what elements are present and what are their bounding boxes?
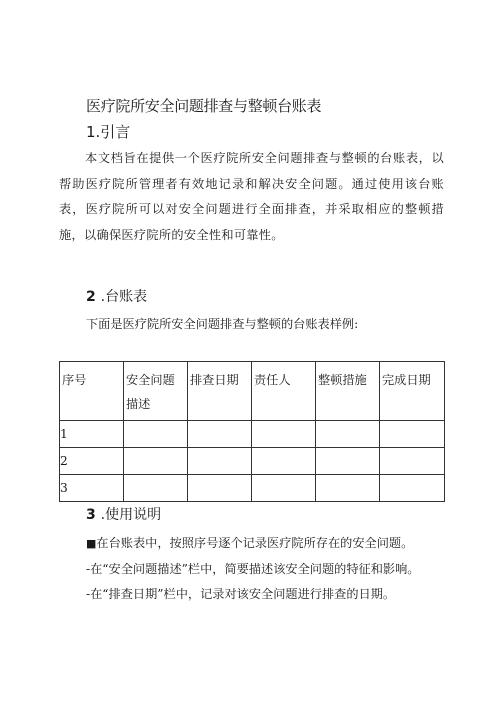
column-header: 责任人 xyxy=(252,362,316,421)
table-cell xyxy=(316,448,380,475)
usage-line: -在“安全问题描述”栏中，简要描述该安全问题的特征和影响。 xyxy=(86,561,420,576)
table-cell xyxy=(252,475,316,502)
section-1-paragraph: 本文档旨在提供一个医疗院所安全问题排查与整顿的台账表，以帮助医疗院所管理者有效地记录和解决安全问题。通过使用该台账表，医疗院所可以对安全问题进行全面排查，并采取相应的整顿措施，以确保医疗院所的安全性和可靠性。 xyxy=(59,151,444,242)
table-cell xyxy=(316,421,380,448)
table-cell xyxy=(188,448,252,475)
table-cell xyxy=(380,475,445,502)
section-2-number: 2 xyxy=(86,289,96,305)
document-title: 医疗院所安全问题排查与整顿台账表 xyxy=(86,97,322,115)
table-cell xyxy=(124,448,188,475)
table-cell: 2 xyxy=(60,448,124,475)
usage-instructions xyxy=(86,531,419,608)
table-header-row xyxy=(60,362,445,421)
table-cell xyxy=(380,448,445,475)
table-row xyxy=(60,475,445,502)
table-cell: 3 xyxy=(60,475,124,502)
section-3-heading xyxy=(86,504,161,524)
section-3-title: .使用说明 xyxy=(100,507,162,523)
section-3-number: 3 xyxy=(86,507,96,523)
column-header: 完成日期 xyxy=(380,362,445,421)
usage-line: -在“排查日期”栏中，记录对该安全问题进行排查的日期。 xyxy=(86,587,396,601)
usage-line xyxy=(86,531,419,557)
section-2-title: .台账表 xyxy=(100,289,148,305)
table-cell xyxy=(380,421,445,448)
table-cell xyxy=(188,421,252,448)
section-2-heading xyxy=(86,286,147,306)
column-header: 安全问题描述 xyxy=(124,362,188,421)
column-header: 整顿措施 xyxy=(316,362,380,421)
table-row xyxy=(60,448,445,475)
table-row xyxy=(60,421,445,448)
column-header: 序号 xyxy=(60,362,124,421)
table-cell: 1 xyxy=(60,421,124,448)
section-1-heading: 1.引言 xyxy=(86,123,131,141)
usage-line-text: 在台账表中，按照序号逐个记录医疗院所存在的安全问题。 xyxy=(96,536,414,550)
table-cell xyxy=(124,475,188,502)
square-bullet-icon: ■ xyxy=(86,537,97,550)
ledger-table xyxy=(59,361,445,502)
table-cell xyxy=(252,448,316,475)
column-header: 排查日期 xyxy=(188,362,252,421)
table-cell xyxy=(124,421,188,448)
table-cell xyxy=(252,421,316,448)
table-cell xyxy=(316,475,380,502)
section-2-intro: 下面是医疗院所安全问题排查与整顿的台账表样例: xyxy=(86,317,359,331)
table-cell xyxy=(188,475,252,502)
